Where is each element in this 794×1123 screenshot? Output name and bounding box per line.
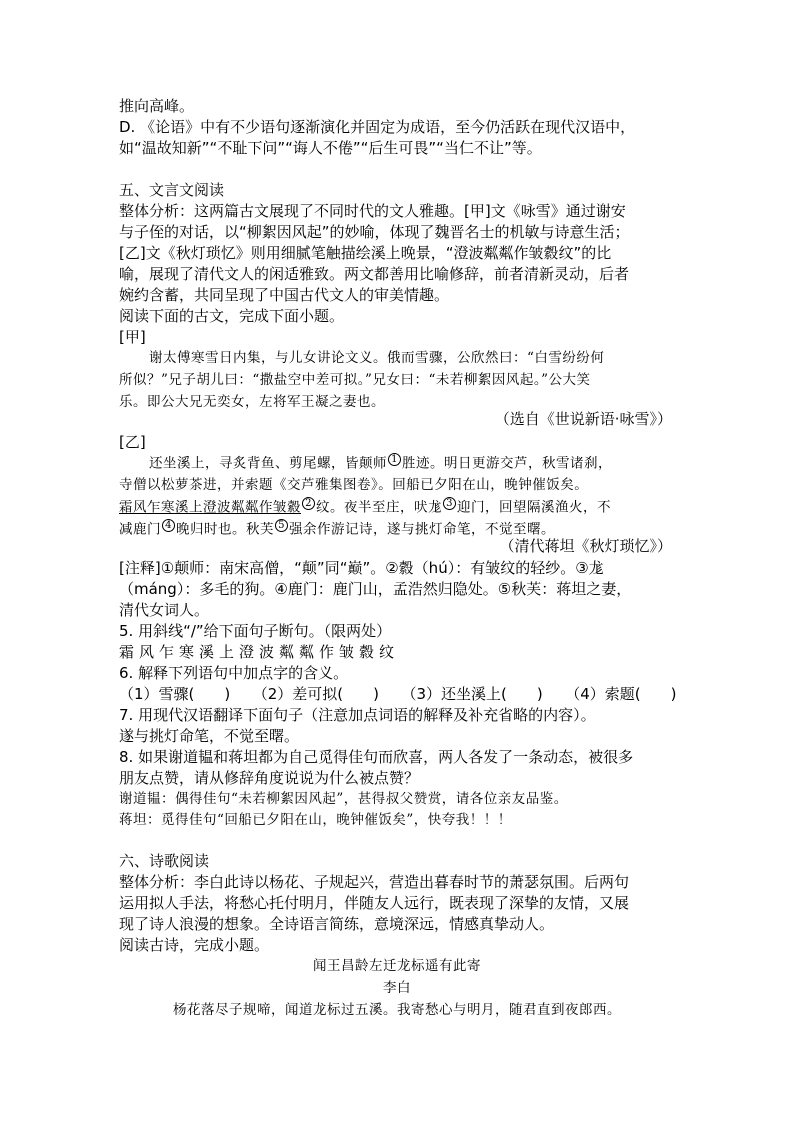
poem-title: 闻王昌龄左迁龙标遥有此寄: [313, 958, 481, 974]
annotation-line: （máng）：多毛的狗。④鹿门：鹿门山，孟浩然归隐处。⑤秋芙：蒋坦之妻，: [119, 580, 632, 598]
jiang-tan-post: 蒋坦：觅得佳句“回船已夕阳在山，晚钟催饭矣”，快夸我！！！: [119, 812, 512, 828]
passage-jia-line: 乐。即公大兄无奕女，左将军王凝之妻也。: [119, 394, 385, 410]
question-5: 5. 用斜线“/”给下面句子断句。（限两处）: [119, 622, 392, 640]
analysis-line: 与子侄的对话，以“柳絮因风起”的妙喻，体现了魏晋名士的机敏与诗意生活；: [119, 223, 630, 241]
question-6: 6. 解释下列语句中加点字的含义。: [119, 664, 349, 682]
analysis-line: 现了诗人浪漫的想象。全诗语言简练，意境深远，情感真挚动人。: [119, 915, 555, 933]
passage-yi-label: [乙]: [119, 433, 146, 451]
question-5-sentence: 霜风乍寒溪上澄波粼粼作皱縠纹: [119, 643, 400, 661]
passage-jia-line: 所似？”兄子胡儿曰：“撒盐空中差可拟。”兄女曰：“未若柳絮因风起。”公大笑: [119, 372, 591, 388]
passage-yi-source: （清代蒋坦《秋灯琐忆》）: [499, 537, 672, 555]
question-6-items: （1）雪骤( ) （2）差可拟( ) （3）还坐溪上( ) （4）索题( ): [119, 685, 677, 703]
analysis-line: 喻，展现了清代文人的闲适雅致。两文都善用比喻修辞，前者清新灵动，后者: [119, 265, 630, 283]
passage-jia-line: 谢太傅寒雪日内集，与儿女讲论文义。俄而雪骤，公欣然曰：“白雪纷纷何: [149, 350, 605, 366]
section-5-heading: 五、文言文阅读: [119, 181, 225, 199]
question-7-sentence: 遂与挑灯命笔，不觉至曙。: [119, 727, 300, 745]
text-line: 推向高峰。: [119, 97, 195, 115]
footnote-marker: 2: [302, 497, 315, 510]
passage-yi-text: 减鹿门: [119, 521, 161, 538]
passage-yi-text: 还坐溪上，寻炙背鱼、剪尾螺，皆颠师: [149, 455, 387, 472]
passage-yi-line: [119, 519, 555, 540]
poem-author: 李白: [383, 980, 411, 996]
xie-daoyun-post: 谢道韫：偶得佳句“未若柳絮因风起”，甚得叔父赞赏，请各位亲友品鉴。: [119, 791, 568, 807]
underlined-sentence: 霜风乍寒溪上澄波粼粼作皱縠: [119, 499, 301, 516]
passage-yi-text: 强余作游记诗，遂与挑灯命笔，不觉至曙。: [289, 521, 555, 538]
section-6-heading: 六、诗歌阅读: [119, 852, 210, 870]
footnote-marker: 5: [275, 519, 288, 532]
option-d-idioms: 如“温故知新”“不耻下问”“诲人不倦”“后生可畏”“当仁不让”等。: [119, 139, 542, 157]
annotation-line: [注释]①颠师：南宋高僧，“颠”同“巅”。②縠（hú）：有皱纹的轻纱。③尨: [119, 559, 604, 577]
passage-jia-source: （选自《世说新语·咏雪》）: [494, 410, 672, 428]
footnote-marker: 1: [388, 453, 401, 466]
reading-instruction: 阅读下面的古文，完成下面小题。: [119, 307, 345, 325]
passage-yi-line: [119, 497, 611, 518]
passage-yi-text: 纹。夜半至庄，吠尨: [316, 499, 442, 516]
passage-yi-line: [149, 453, 612, 474]
analysis-line: [乙]文《秋灯琐忆》则用细腻笔触描绘溪上晚景，“澄波粼粼作皱縠纹”的比: [119, 244, 612, 262]
reading-instruction: 阅读古诗，完成小题。: [119, 936, 270, 954]
option-d-line: D. 《论语》中有不少语句逐渐演化并固定为成语，至今仍活跃在现代汉语中，: [119, 118, 636, 136]
footnote-marker: 4: [162, 519, 175, 532]
question-7: 7. 用现代汉语翻译下面句子（注意加点词语的解释及补充省略的内容）。: [119, 706, 596, 724]
passage-yi-text: 胜迹。明日更游交芦，秋雪诸刹，: [402, 455, 612, 472]
analysis-line: 整体分析：这两篇古文展现了不同时代的文人雅趣。[甲]文《咏雪》通过谢安: [119, 202, 626, 220]
annotation-line: 清代女词人。: [119, 601, 210, 619]
passage-yi-text: 迎门，回望隔溪渔火，不: [457, 499, 611, 516]
passage-yi-line: 寺僧以松萝茶进，并索题《交芦雅集图卷》。回船已夕阳在山，晚钟催饭矣。: [119, 477, 589, 493]
analysis-line: 整体分析：李白此诗以杨花、子规起兴，营造出暮春时节的萧瑟氛围。后两句: [119, 873, 630, 891]
poem-text: 杨花落尽子规啼，闻道龙标过五溪。我寄愁心与明月，随君直到夜郎西。: [173, 1002, 621, 1018]
question-8: 朋友点赞，请从修辞角度说说为什么被点赞？: [119, 769, 420, 787]
question-8: 8. 如果谢道韫和蒋坦都为自己觅得佳句而欣喜，两人各发了一条动态，被很多: [119, 748, 634, 766]
analysis-line: 婉约含蓄，共同呈现了中国古代文人的审美情趣。: [119, 286, 450, 304]
footnote-marker: 3: [443, 497, 456, 510]
analysis-line: 运用拟人手法，将愁心托付明月，伴随友人远行，既表现了深挚的友情，又展: [119, 894, 630, 912]
passage-yi-text: 晚归时也。秋芙: [176, 521, 274, 538]
passage-jia-label: [甲]: [119, 328, 146, 346]
